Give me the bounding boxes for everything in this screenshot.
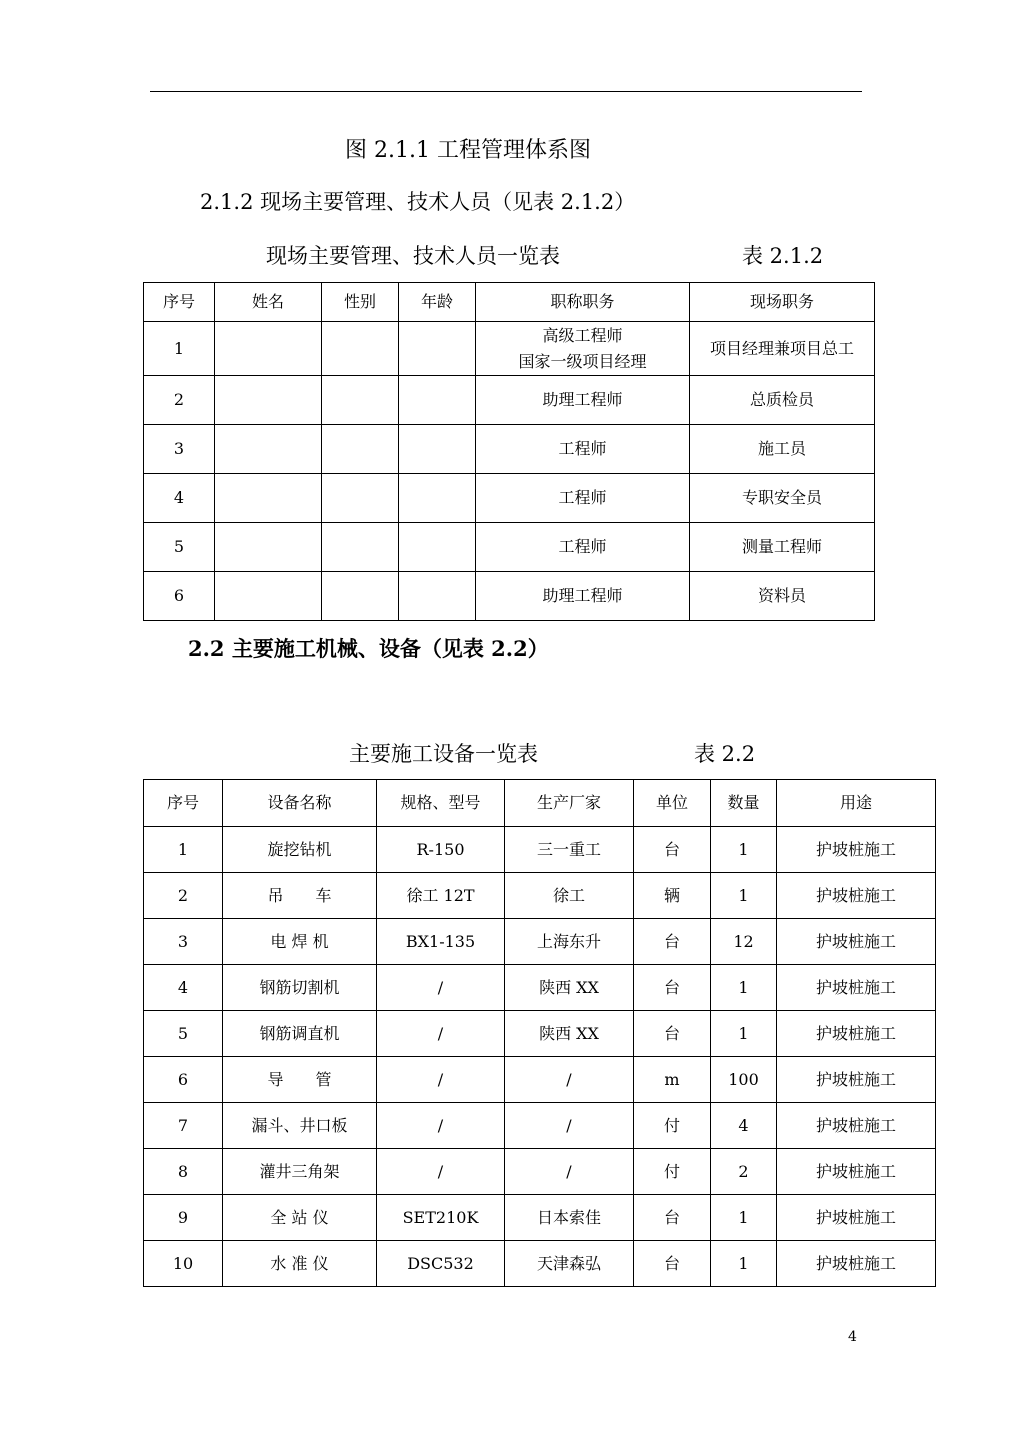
staff-gender-cell xyxy=(322,322,399,376)
equip-no-cell: 6 xyxy=(144,1057,223,1103)
table-row xyxy=(144,919,936,965)
table-row xyxy=(144,1241,936,1287)
equip-no-cell: 8 xyxy=(144,1149,223,1195)
table-row xyxy=(144,1103,936,1149)
table-row xyxy=(144,572,875,621)
equip-name-cell: 电 焊 机 xyxy=(223,919,377,965)
equip-use-cell: 护坡桩施工 xyxy=(777,1057,936,1103)
equip-use-cell: 护坡桩施工 xyxy=(777,919,936,965)
equip-use-cell: 护坡桩施工 xyxy=(777,1195,936,1241)
staff-age-cell xyxy=(399,523,476,572)
staff-header-cell: 序号 xyxy=(144,283,215,322)
staff-site-role-cell: 专职安全员 xyxy=(690,474,875,523)
staff-site-role-cell: 测量工程师 xyxy=(690,523,875,572)
table-row xyxy=(144,1011,936,1057)
staff-table-title: 现场主要管理、技术人员一览表 xyxy=(266,244,560,268)
equip-qty-cell: 4 xyxy=(711,1103,777,1149)
equip-model-cell: / xyxy=(377,1057,505,1103)
equipment-table xyxy=(143,779,936,1287)
equip-name-cell: 钢筋调直机 xyxy=(223,1011,377,1057)
staff-gender-cell xyxy=(322,474,399,523)
equip-model-cell: 徐工 12T xyxy=(377,873,505,919)
staff-header-cell: 年龄 xyxy=(399,283,476,322)
equipment-header-cell: 设备名称 xyxy=(223,780,377,827)
equip-use-cell: 护坡桩施工 xyxy=(777,1241,936,1287)
equip-unit-cell: 辆 xyxy=(634,873,711,919)
staff-gender-cell xyxy=(322,523,399,572)
staff-title-cell: 助理工程师 xyxy=(476,376,690,425)
equip-qty-cell: 2 xyxy=(711,1149,777,1195)
equip-name-cell: 导 管 xyxy=(223,1057,377,1103)
equip-unit-cell: 台 xyxy=(634,919,711,965)
equip-maker-cell: 上海东升 xyxy=(505,919,634,965)
staff-gender-cell xyxy=(322,376,399,425)
page-number: 4 xyxy=(848,1329,857,1345)
equip-name-cell: 水 准 仪 xyxy=(223,1241,377,1287)
equip-maker-cell: 天津森弘 xyxy=(505,1241,634,1287)
staff-title-line: 国家一级项目经理 xyxy=(518,351,647,371)
staff-gender-cell xyxy=(322,572,399,621)
staff-name-cell xyxy=(215,376,322,425)
equip-name-cell: 灌井三角架 xyxy=(223,1149,377,1195)
equip-model-cell: / xyxy=(377,1149,505,1195)
equipment-table-number: 表 2.2 xyxy=(694,742,756,766)
equip-qty-cell: 1 xyxy=(711,965,777,1011)
equip-model-cell: / xyxy=(377,1103,505,1149)
table-row xyxy=(144,376,875,425)
staff-header-cell: 性别 xyxy=(322,283,399,322)
equip-maker-cell: 徐工 xyxy=(505,873,634,919)
table-row xyxy=(144,827,936,873)
staff-age-cell xyxy=(399,376,476,425)
equipment-table-title: 主要施工设备一览表 xyxy=(349,742,538,766)
equip-model-cell: DSC532 xyxy=(377,1241,505,1287)
section-2-1-2-heading: 2.1.2 现场主要管理、技术人员（见表 2.1.2） xyxy=(200,190,636,214)
equip-no-cell: 9 xyxy=(144,1195,223,1241)
equip-model-cell: BX1-135 xyxy=(377,919,505,965)
staff-age-cell xyxy=(399,474,476,523)
equipment-header-cell: 生产厂家 xyxy=(505,780,634,827)
equip-maker-cell: / xyxy=(505,1057,634,1103)
equip-maker-cell: / xyxy=(505,1103,634,1149)
equip-model-cell: SET210K xyxy=(377,1195,505,1241)
staff-site-role-cell: 项目经理兼项目总工 xyxy=(690,322,875,376)
equip-qty-cell: 1 xyxy=(711,873,777,919)
equipment-header-row xyxy=(144,780,936,827)
equipment-header-cell: 规格、型号 xyxy=(377,780,505,827)
staff-site-role-cell: 资料员 xyxy=(690,572,875,621)
table-row xyxy=(144,1057,936,1103)
equip-unit-cell: 付 xyxy=(634,1103,711,1149)
table-row xyxy=(144,474,875,523)
equip-qty-cell: 1 xyxy=(711,1241,777,1287)
staff-title-cell: 工程师 xyxy=(476,523,690,572)
equipment-header-cell: 序号 xyxy=(144,780,223,827)
equip-use-cell: 护坡桩施工 xyxy=(777,1011,936,1057)
staff-table-number: 表 2.1.2 xyxy=(742,244,824,268)
equip-unit-cell: 台 xyxy=(634,1195,711,1241)
equip-qty-cell: 1 xyxy=(711,827,777,873)
staff-age-cell xyxy=(399,322,476,376)
equip-no-cell: 1 xyxy=(144,827,223,873)
staff-title-cell: 助理工程师 xyxy=(476,572,690,621)
equip-use-cell: 护坡桩施工 xyxy=(777,1103,936,1149)
table-row xyxy=(144,523,875,572)
equip-unit-cell: 台 xyxy=(634,965,711,1011)
table-row xyxy=(144,965,936,1011)
staff-title-cell: 工程师 xyxy=(476,474,690,523)
staff-site-role-cell: 总质检员 xyxy=(690,376,875,425)
equip-use-cell: 护坡桩施工 xyxy=(777,1149,936,1195)
staff-no-cell: 5 xyxy=(144,523,215,572)
equip-maker-cell: 陕西 XX xyxy=(505,1011,634,1057)
staff-header-cell: 职称职务 xyxy=(476,283,690,322)
equip-unit-cell: m xyxy=(634,1057,711,1103)
equip-maker-cell: 三一重工 xyxy=(505,827,634,873)
staff-age-cell xyxy=(399,425,476,474)
equip-qty-cell: 100 xyxy=(711,1057,777,1103)
equip-unit-cell: 付 xyxy=(634,1149,711,1195)
section-2-2-heading: 2.2 主要施工机械、设备（见表 2.2） xyxy=(188,636,549,661)
equip-no-cell: 7 xyxy=(144,1103,223,1149)
header-rule xyxy=(150,91,862,92)
staff-header-cell: 姓名 xyxy=(215,283,322,322)
staff-name-cell xyxy=(215,523,322,572)
equip-no-cell: 2 xyxy=(144,873,223,919)
staff-name-cell xyxy=(215,322,322,376)
figure-caption: 图 2.1.1 工程管理体系图 xyxy=(345,138,591,163)
equip-name-cell: 漏斗、井口板 xyxy=(223,1103,377,1149)
equip-model-cell: / xyxy=(377,1011,505,1057)
equip-qty-cell: 1 xyxy=(711,1195,777,1241)
equipment-header-cell: 单位 xyxy=(634,780,711,827)
staff-gender-cell xyxy=(322,425,399,474)
equipment-header-cell: 用途 xyxy=(777,780,936,827)
equip-no-cell: 4 xyxy=(144,965,223,1011)
equip-no-cell: 5 xyxy=(144,1011,223,1057)
staff-table xyxy=(143,282,875,621)
table-row xyxy=(144,425,875,474)
equip-name-cell: 钢筋切割机 xyxy=(223,965,377,1011)
staff-no-cell: 2 xyxy=(144,376,215,425)
equip-use-cell: 护坡桩施工 xyxy=(777,873,936,919)
equip-no-cell: 3 xyxy=(144,919,223,965)
equip-no-cell: 10 xyxy=(144,1241,223,1287)
staff-name-cell xyxy=(215,425,322,474)
equip-maker-cell: 陕西 XX xyxy=(505,965,634,1011)
staff-name-cell xyxy=(215,572,322,621)
table-row xyxy=(144,1195,936,1241)
equip-maker-cell: 日本索佳 xyxy=(505,1195,634,1241)
equip-name-cell: 吊 车 xyxy=(223,873,377,919)
staff-no-cell: 1 xyxy=(144,322,215,376)
staff-no-cell: 4 xyxy=(144,474,215,523)
equip-unit-cell: 台 xyxy=(634,1241,711,1287)
staff-no-cell: 3 xyxy=(144,425,215,474)
staff-header-cell: 现场职务 xyxy=(690,283,875,322)
equip-use-cell: 护坡桩施工 xyxy=(777,827,936,873)
staff-site-role-cell: 施工员 xyxy=(690,425,875,474)
staff-no-cell: 6 xyxy=(144,572,215,621)
staff-age-cell xyxy=(399,572,476,621)
table-row xyxy=(144,322,875,376)
equip-model-cell: R-150 xyxy=(377,827,505,873)
staff-title-cell: 工程师 xyxy=(476,425,690,474)
equip-qty-cell: 12 xyxy=(711,919,777,965)
equip-unit-cell: 台 xyxy=(634,827,711,873)
staff-name-cell xyxy=(215,474,322,523)
equip-qty-cell: 1 xyxy=(711,1011,777,1057)
equip-name-cell: 旋挖钻机 xyxy=(223,827,377,873)
table-row xyxy=(144,1149,936,1195)
equip-model-cell: / xyxy=(377,965,505,1011)
equip-unit-cell: 台 xyxy=(634,1011,711,1057)
equipment-header-cell: 数量 xyxy=(711,780,777,827)
staff-header-row xyxy=(144,283,875,322)
equip-use-cell: 护坡桩施工 xyxy=(777,965,936,1011)
staff-title-cell xyxy=(476,322,690,376)
staff-title-line: 高级工程师 xyxy=(542,325,623,345)
equip-maker-cell: / xyxy=(505,1149,634,1195)
table-row xyxy=(144,873,936,919)
equip-name-cell: 全 站 仪 xyxy=(223,1195,377,1241)
